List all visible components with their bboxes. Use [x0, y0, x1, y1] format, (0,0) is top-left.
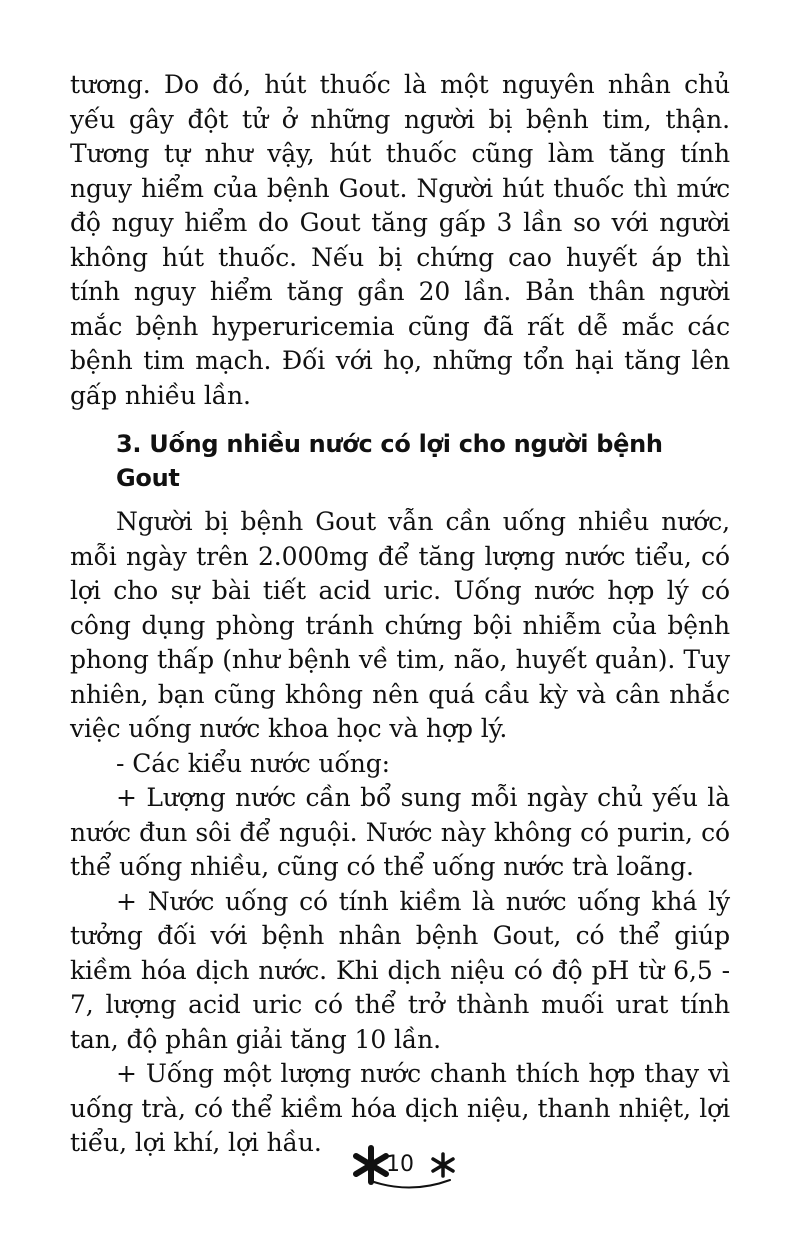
page-footer	[0, 1140, 800, 1200]
page-content	[70, 68, 730, 1161]
list-item: + Uống một lượng nước chanh thích hợp thay vì uống trà, có thể kiềm hóa dịch niệu, thanh nhiệt, lợi tiểu, lợi khí, lợi hầu.	[70, 1059, 730, 1157]
star-icon	[430, 1152, 456, 1178]
paragraph-intro: Người bị bệnh Gout vẫn cần uống nhiều nước, mỗi ngày trên 2.000mg để tăng lượng nước tiểu, có lợi cho sự bài tiết acid uric. Uống nước hợp lý có công dụng phòng tránh chứng bội nhiễm của bệnh phong thấp (như bệnh về tim, não, huyết quản). Tuy nhiên, bạn cũng không nên quá cầu kỳ và cân nhắc việc uống nước khoa học và hợp lý.	[70, 507, 730, 743]
list-item: + Nước uống có tính kiềm là nước uống khá lý tưởng đối với bệnh nhân bệnh Gout, có thể giúp kiềm hóa dịch nước. Khi dịch niệu có độ pH từ 6,5 - 7, lượng acid uric có thể trở thành muối urat tính tan, độ phân giải tăng 10 lần.	[70, 886, 730, 1054]
paragraph-continued: tương. Do đó, hút thuốc là một nguyên nhân chủ yếu gây đột tử ở những người bị bệnh tim, thận. Tương tự như vậy, hút thuốc cũng làm tăng tính nguy hiểm của bệnh Gout. Người hút thuốc thì mức độ nguy hiểm do Gout tăng gấp 3 lần so với người không hút thuốc. Nếu bị chứng cao huyết áp thì tính nguy hiểm tăng gần 20 lần. Bản thân người mắc bệnh hyperuricemia cũng đã rất dễ mắc các bệnh tim mạch. Đối với họ, những tổn hại tăng lên gấp nhiều lần.	[70, 70, 730, 410]
list-heading: - Các kiểu nước uống:	[116, 748, 390, 778]
section-heading: 3. Uống nhiều nước có lợi cho người bệnh Gout	[116, 430, 663, 492]
page-number: 10	[386, 1152, 414, 1177]
swoosh-icon	[372, 1178, 452, 1192]
list-item: + Lượng nước cần bổ sung mỗi ngày chủ yếu là nước đun sôi để nguội. Nước này không có purin, có thể uống nhiều, cũng có thể uống nước trà loãng.	[70, 783, 730, 881]
